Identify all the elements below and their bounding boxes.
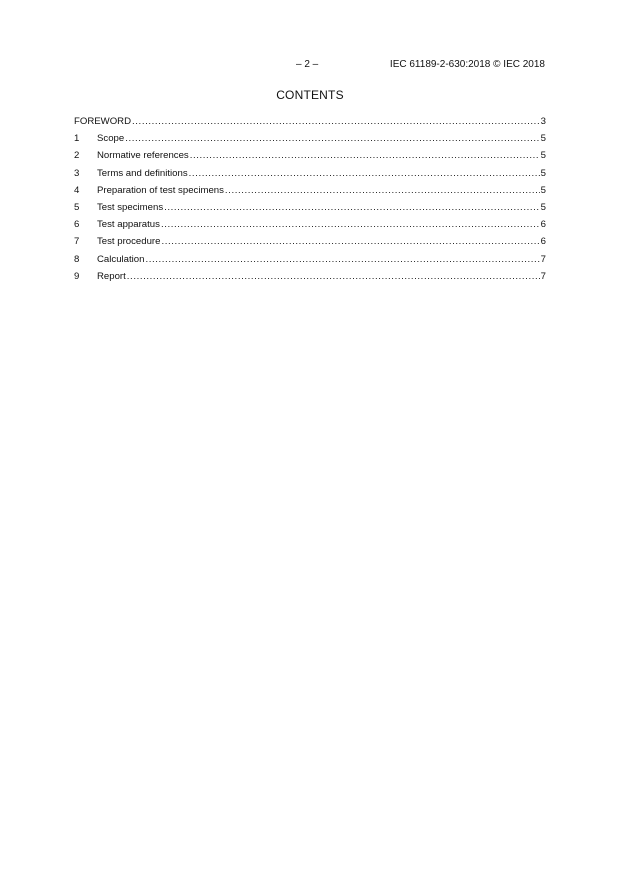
toc-entry-page: 6 [540,219,546,231]
toc-entry-number: 7 [74,236,80,248]
toc-entry-page: 3 [540,116,546,127]
standard-reference: IEC 61189-2-630:2018 © IEC 2018 [389,59,545,70]
toc-entry-page: 5 [540,184,546,196]
toc-entry-scope[interactable] [74,130,546,147]
toc-entry-title: Preparation of test specimens [97,184,224,196]
toc-entry-page: 7 [540,270,546,282]
toc-entry-title: FOREWORD [74,116,132,127]
toc-entry-title: Terms and definitions [97,167,188,179]
toc-entry-test-specimens[interactable] [74,199,546,216]
toc-entry-page: 7 [540,253,546,265]
toc-entry-number: 5 [74,201,80,213]
toc-entry-title: Test procedure [97,236,161,248]
toc-entry-normative-references[interactable] [74,147,546,164]
toc-entry-calculation[interactable] [74,251,546,268]
toc-leader-dots [127,268,540,285]
toc-leader-dots [132,113,540,130]
toc-entry-number: 6 [74,219,80,231]
toc-leader-dots [145,251,539,268]
toc-entry-page: 5 [540,167,546,179]
toc-leader-dots [190,147,540,164]
toc-leader-dots [225,182,540,199]
toc-entry-page: 5 [540,150,546,162]
toc-entry-number: 3 [74,167,80,179]
toc-entry-title: Calculation [97,253,145,265]
contents-heading: CONTENTS [276,88,344,102]
toc-entry-page: 6 [540,236,546,248]
toc-entry-number: 1 [74,133,80,145]
toc-entry-foreword[interactable] [74,113,546,130]
toc-entry-terms-and-definitions[interactable] [74,165,546,182]
toc-entry-title: Test apparatus [97,219,160,231]
toc-entry-test-apparatus[interactable] [74,216,546,233]
toc-entry-report[interactable] [74,268,546,285]
toc-leader-dots [161,233,539,250]
toc-entry-title: Report [97,270,126,282]
table-of-contents [74,113,546,285]
toc-entry-page: 5 [540,201,546,213]
toc-leader-dots [189,165,540,182]
toc-entry-page: 5 [540,133,546,145]
page-number: – 2 – [296,59,319,70]
toc-entry-test-procedure[interactable] [74,233,546,250]
toc-leader-dots [125,130,539,147]
toc-entry-title: Test specimens [97,201,164,213]
toc-entry-number: 9 [74,270,80,282]
toc-entry-preparation-of-test-specimens[interactable] [74,182,546,199]
toc-leader-dots [161,216,540,233]
toc-entry-number: 8 [74,253,80,265]
toc-entry-number: 2 [74,150,80,162]
toc-entry-title: Normative references [97,150,189,162]
toc-leader-dots [164,199,540,216]
toc-entry-title: Scope [97,133,125,145]
toc-entry-number: 4 [74,184,80,196]
